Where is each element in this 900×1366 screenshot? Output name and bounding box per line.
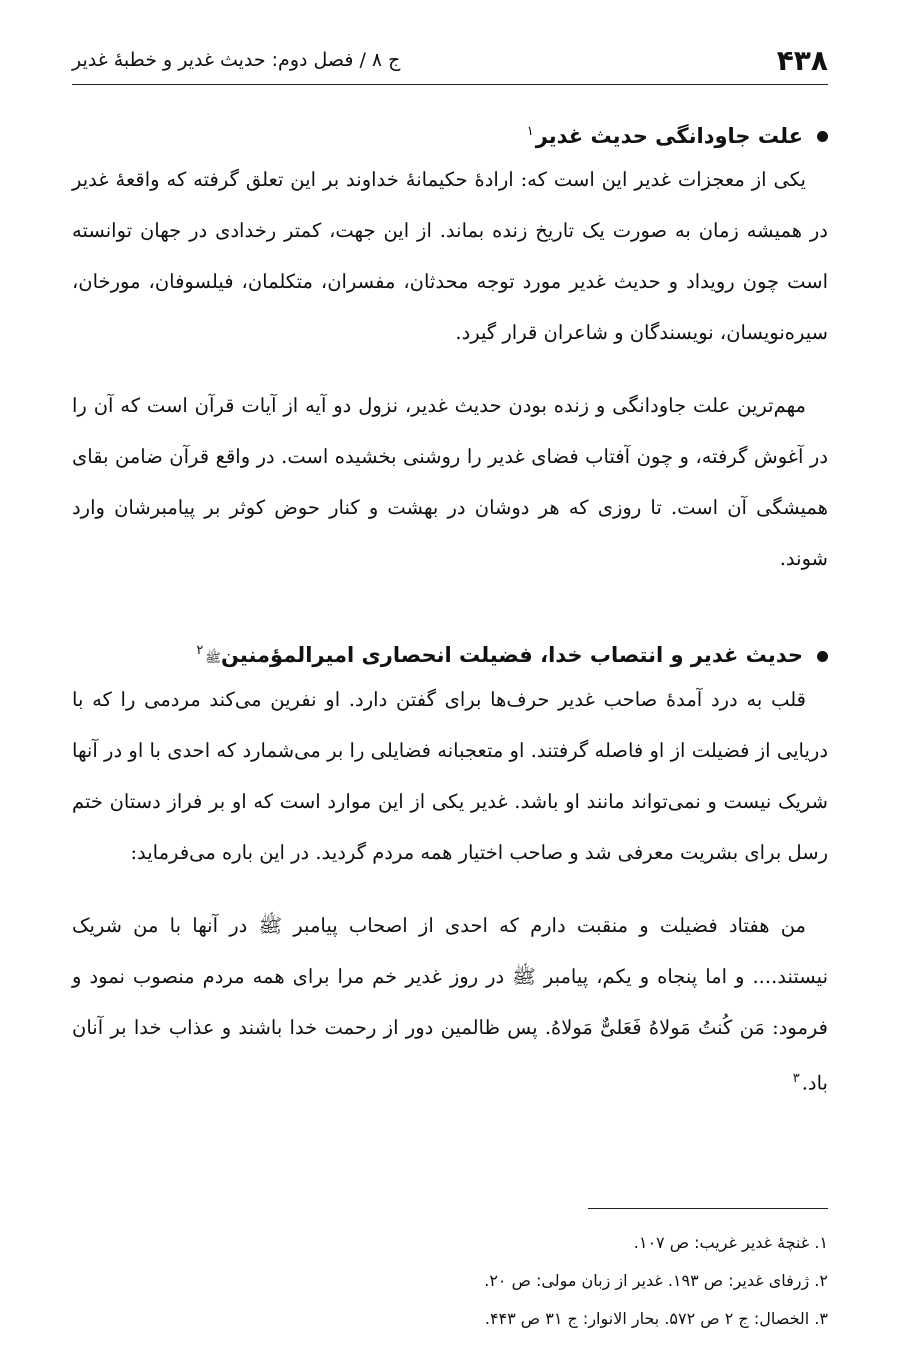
footnote-separator <box>588 1208 828 1209</box>
footnote-ref-3: ۳ <box>792 1071 800 1086</box>
section-heading-2-text: حدیث غدیر و انتصاب خدا، فضیلت انحصاری امیرالمؤمنین <box>221 643 803 667</box>
paragraph-3: قلب به درد آمدۀ صاحب غدیر حرف‌ها برای گفتن دارد. او نفرین می‌کند مردمی را که با دریایی از فضیلت از او فاصله گرفتند. او متعجبانه فضایلی را بر می‌شمارد که احدی با او در آنها شریک نیست و نمی‌تواند مانند او باشد. غدیر یکی از این موارد است که او بر فراز دستان ختم رسل برای بشریت معرفی شد و صاحب اختیار همه مردم گردید. در این باره می‌فرماید: <box>72 688 828 864</box>
page-number: ۴۳۸ <box>776 43 828 77</box>
footnote-1: ۱. غنچۀ غدیر غریب: ص ۱۰۷. <box>633 1233 828 1252</box>
footnote-3: ۳. الخصال: ج ۲ ص ۵۷۲. بحار الانوار: ج ۳۱ ص ۴۴۳. <box>484 1309 828 1328</box>
footnote-ref-1: ۱ <box>526 124 534 139</box>
page-header <box>72 36 828 85</box>
section-heading-1 <box>72 118 828 154</box>
paragraph-2: مهم‌ترین علت جاودانگی و زنده بودن حدیث غدیر، نزول دو آیه از آیات قرآن است که آن را در آغوش گرفته، و چون آفتاب فضای غدیر را روشنی بخشیده است. در واقع قرآن ضامن بقای همیشگی آن است. تا روزی که هر دوشان در بهشت و کنار حوض کوثر بر پیامبرشان وارد شوند. <box>72 394 828 570</box>
page-content <box>72 100 828 1109</box>
section-heading-1-text: علت جاودانگی حدیث غدیر <box>535 124 803 148</box>
bullet-icon <box>817 651 828 662</box>
footnote-ref-2: ۲ <box>196 643 204 658</box>
section-heading-2 <box>72 638 828 674</box>
honorific-symbol: ﷺ <box>205 651 222 666</box>
running-head: ج ۸ / فصل دوم: حدیث غدیر و خطبۀ غدیر <box>72 49 401 71</box>
paragraph-1: یکی از معجزات غدیر این است که: ارادۀ حکیمانۀ خداوند بر این تعلق گرفته که واقعۀ غدیر در همیشه زمان به صورت یک تاریخ زنده بماند. از این جهت، کمتر رخدادی در جهان توانسته است چون رویداد و حدیث غدیر مورد توجه محدثان، مفسران، متکلمان، فیلسوفان، مورخان، سیره‌نویسان، نویسندگان و شاعران قرار گیرد. <box>72 168 828 344</box>
footnote-2: ۲. ژرفای غدیر: ص ۱۹۳. غدیر از زبان مولی: ص ۲۰. <box>484 1271 828 1290</box>
footnotes <box>72 1224 828 1338</box>
quote-paragraph <box>72 900 828 1109</box>
bullet-icon <box>817 131 828 142</box>
quote-text: من هفتاد فضیلت و منقبت دارم که احدی از اصحاب پیامبر ﷺ در آنها با من شریک نیستند.... و اما پنجاه و یکم، پیامبر ﷺ در روز غدیر خم مرا برای همه مردم منصوب نمود و فرمود: مَن کُنتُ مَولاهُ فَعَلیٌّ مَولاهُ. پس ظالمین دور از رحمت خدا باشند و عذاب خدا بر آنان باد. <box>72 914 828 1095</box>
